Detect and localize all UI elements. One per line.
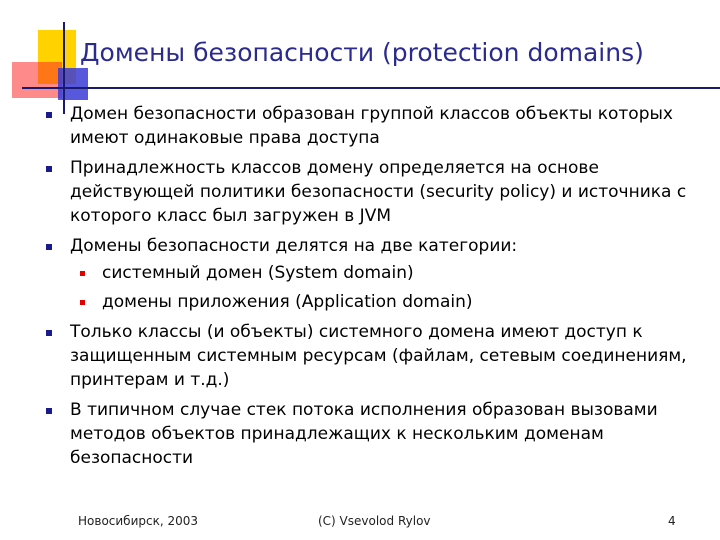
footer-author: (C) Vsevolod Rylov (318, 514, 431, 528)
square-bullet-icon (46, 408, 52, 414)
red-square-bullet-icon (80, 300, 85, 305)
bullet-text: Только классы (и объекты) системного домена имеют доступ к защищенным системным ресурсам (файлам, сетевым соединениям, принтерам и т.д.) (70, 322, 687, 390)
sub-bullet-list (70, 261, 713, 314)
list-item (45, 320, 713, 392)
bullet-text: В типичном случае стек потока исполнения образован вызовами методов объектов принадлежащих к нескольким доменам безопасности (70, 400, 658, 468)
footer-location-year: Новосибирск, 2003 (78, 514, 199, 528)
list-item (45, 156, 713, 228)
sub-bullet-text: домены приложения (Application domain) (102, 292, 473, 312)
title-underline (22, 87, 720, 89)
slide-content (45, 102, 713, 476)
bullet-text: Домены безопасности делятся на две категории: (70, 236, 518, 256)
red-square-bullet-icon (80, 271, 85, 276)
list-item (45, 398, 713, 470)
sub-list-item (70, 261, 713, 285)
square-bullet-icon (46, 330, 52, 336)
square-bullet-icon (46, 112, 52, 118)
slide-title: Домены безопасности (protection domains) (80, 38, 644, 67)
decor-red-square (12, 62, 62, 98)
square-bullet-icon (46, 166, 52, 172)
decor-vertical-line (63, 22, 65, 114)
page-number: 4 (668, 514, 676, 528)
sub-bullet-text: системный домен (System domain) (102, 263, 414, 283)
list-item (45, 234, 713, 314)
square-bullet-icon (46, 244, 52, 250)
list-item (45, 102, 713, 150)
bullet-text: Домен безопасности образован группой классов объекты которых имеют одинаковые права доступа (70, 104, 673, 148)
bullet-list (45, 102, 713, 470)
sub-list-item (70, 290, 713, 314)
bullet-text: Принадлежность классов домену определяется на основе действующей политики безопасности (security policy) и источника с которого класс был загружен в JVM (70, 158, 687, 226)
